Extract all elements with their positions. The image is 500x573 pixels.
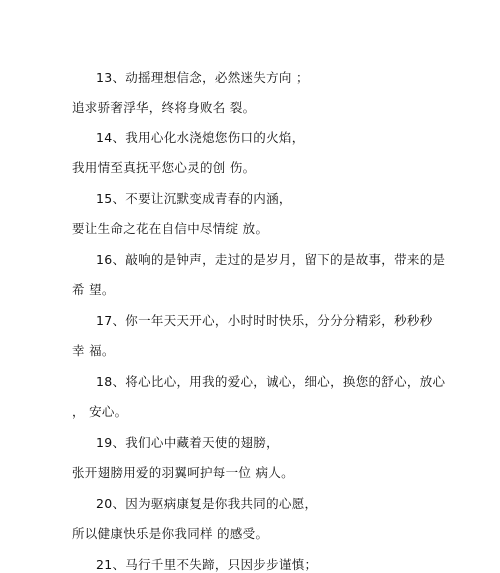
text-line-13-cont: 追求骄奢浮华，终将身败名 裂。 — [72, 100, 256, 115]
text-line-14: 14、我用心化水浇熄您伤口的火焰， — [96, 130, 305, 145]
text-line-17-cont: 幸 福。 — [72, 343, 115, 358]
text-line-20-cont: 所以健康快乐是你我同样 的感受。 — [72, 526, 269, 541]
text-line-16-cont: 希 望。 — [72, 282, 115, 297]
text-line-18-cont: ， 安心。 — [72, 404, 128, 419]
text-line-18: 18、将心比心，用我的爱心，诚心，细心，换您的舒心，放心 — [96, 374, 446, 389]
text-line-16: 16、敲响的是钟声，走过的是岁月，留下的是故事，带来的是 — [96, 252, 446, 267]
text-line-19: 19、我们心中藏着天使的翅膀， — [96, 435, 279, 450]
text-line-20: 20、因为驱病康复是你我共同的心愿， — [96, 496, 318, 511]
text-line-19-cont: 张开翅膀用爱的羽翼呵护每一位 病人。 — [72, 465, 294, 480]
text-line-17: 17、你一年天天开心，小时时时快乐，分分分精彩，秒秒秒 — [96, 313, 433, 328]
text-line-21: 21、马行千里不失蹄，只因步步谨慎； — [96, 557, 318, 572]
text-line-13: 13、动摇理想信念，必然迷失方向 ； — [96, 70, 309, 85]
text-line-14-cont: 我用情至真抚平您心灵的创 伤。 — [72, 160, 256, 175]
text-line-15: 15、不要让沉默变成青春的内涵， — [96, 191, 292, 206]
text-line-15-cont: 要让生命之花在自信中尽情绽 放。 — [72, 221, 269, 236]
